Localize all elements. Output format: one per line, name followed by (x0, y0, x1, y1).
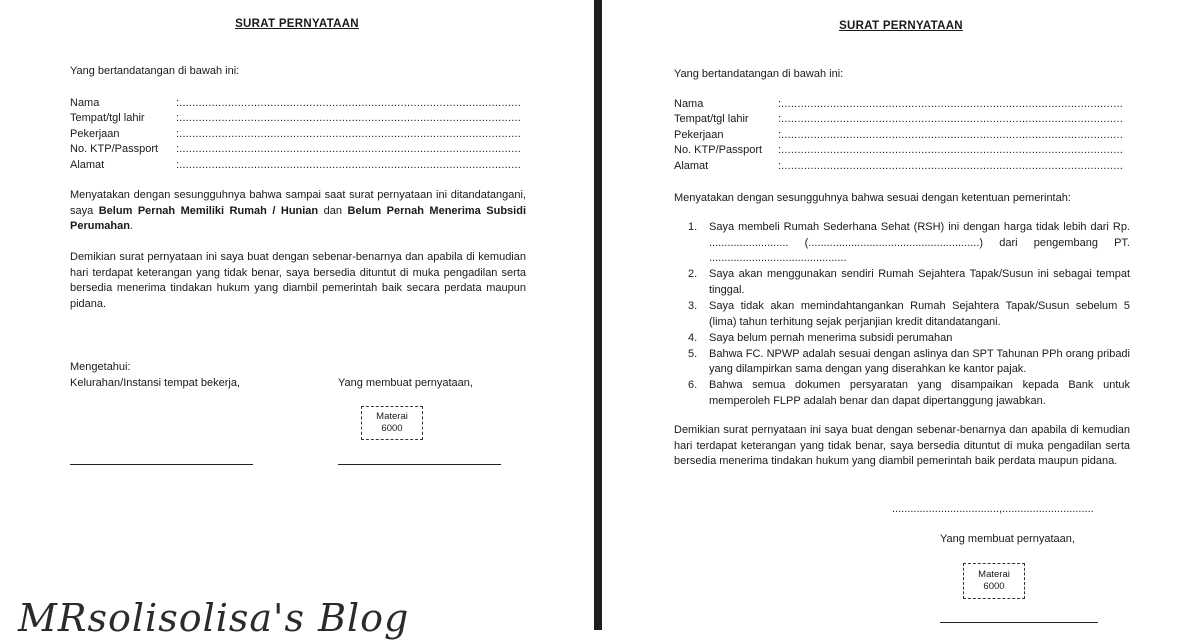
field-label: Tempat/tgl lahir (674, 113, 749, 126)
list-item (674, 378, 1130, 409)
kelurahan-label: Kelurahan/Instansi tempat bekerja, (70, 377, 240, 389)
list-item-text: Bahwa FC. NPWP adalah sesuai dengan aslinya dan SPT Tahunan PPh orang pribadi yang dilampirkan sama dengan yang diserahkan ke kantor pajak. (709, 347, 1130, 376)
field-blank: : ..... (778, 128, 1122, 143)
identity-fields (674, 97, 1134, 174)
field-blank: : ..... (176, 111, 521, 126)
statement-bold-1: Belum Pernah Memiliki Rumah / Hunian (98, 204, 319, 217)
statement-text: Menyatakan dengan sesungguhnya bahwa sampai saat surat pernyataan ini ditandatangani, saya (70, 189, 526, 217)
field-row (674, 97, 1134, 112)
place-date-blank: ...................................,.............................. (892, 503, 1094, 515)
list-item-number: 3. (688, 299, 698, 312)
field-blank: : ..... (778, 112, 1122, 127)
field-blank: : ..... (176, 158, 521, 173)
materai-stamp-box (963, 563, 1025, 599)
statement-list (674, 220, 1130, 410)
blog-watermark: MRsolisolisa's Blog (18, 596, 410, 640)
list-item-text: Bahwa semua dokumen persyaratan yang disampaikan kepada Bank untuk memperoleh FLPP adalah benar dan dapat dipertanggung jawabkan. (709, 379, 1130, 408)
field-label: No. KTP/Passport (674, 144, 763, 157)
list-item-text: Saya belum pernah menerima subsidi perumahan (709, 331, 953, 344)
list-item-number: 1. (688, 221, 698, 233)
statement-bold-2: Belum Pernah Menerima Subsidi Perumahan (70, 204, 526, 233)
field-blank: : ..... (778, 143, 1122, 158)
field-label: Alamat (70, 158, 105, 171)
document-title: SURAT PERNYATAAN (235, 18, 359, 30)
identity-fields (70, 96, 530, 173)
signature-line-signer (940, 622, 1098, 623)
list-item-number: 2. (688, 268, 698, 281)
signature-line-kelurahan (70, 464, 253, 465)
field-row (674, 128, 1134, 143)
list-item-text: Saya membeli Rumah Sederhana Sehat (RSH) ini dengan harga tidak lebih dari Rp. .......................... (........................................................) dari pengembang PT. ............................................. (709, 221, 1130, 265)
statement-text: Menyatakan dengan sesungguhnya bahwa sesuai dengan ketentuan pemerintah: (674, 192, 1071, 204)
materai-stamp-box (361, 406, 423, 440)
field-label: No. KTP/Passport (70, 143, 159, 156)
list-item (674, 299, 1130, 330)
materai-value: 6000 (983, 581, 1005, 592)
field-label: Tempat/tgl lahir (70, 112, 145, 125)
statement-text: dan (318, 204, 348, 217)
field-row (674, 143, 1134, 158)
signature-line-signer (338, 464, 501, 465)
field-label: Pekerjaan (70, 127, 120, 140)
field-label: Nama (674, 98, 704, 110)
field-blank: : ..... (176, 127, 521, 142)
field-row (70, 127, 530, 142)
field-row (674, 112, 1134, 127)
statement-text: . (129, 220, 133, 233)
list-item-text: Saya tidak akan memindahtangankan Rumah Sejahtera Tapak/Susun sebelum 5 (lima) tahun terhitung sejak perjanjian kredit ditandatangani. (709, 299, 1130, 328)
document-left (0, 0, 594, 630)
field-blank: : ..... (778, 97, 1122, 112)
field-row (70, 142, 530, 157)
field-label: Nama (70, 97, 100, 109)
intro-text: Yang bertandatangan di bawah ini: (70, 65, 240, 77)
list-item (674, 347, 1130, 378)
list-item-text: Saya akan menggunakan sendiri Rumah Sejahtera Tapak/Susun ini sebagai tempat tinggal. (709, 268, 1130, 296)
list-item (674, 220, 1130, 267)
field-row (674, 159, 1134, 174)
field-label: Alamat (674, 159, 709, 172)
list-item-number: 5. (688, 347, 698, 360)
list-item-number: 6. (688, 379, 698, 392)
document-title: SURAT PERNYATAAN (839, 20, 963, 32)
page-divider (594, 0, 602, 630)
field-row (70, 158, 530, 173)
materai-label: Materai (978, 569, 1010, 580)
mengetahui-label: Mengetahui: (70, 361, 131, 373)
document-right (602, 0, 1200, 630)
materai-label: Materai (376, 411, 408, 422)
closing-paragraph: Demikian surat pernyataan ini saya buat dengan sebenar-benarnya dan apabila di kemudian hari terdapat keterangan yang tidak benar, saya bersedia dituntut di muka pengadilan serta bersedia menerima tindakan hukum yang diambil pemerintah baik perdata maupun pidana. (674, 424, 1130, 468)
list-item (674, 331, 1130, 347)
field-blank: : ..... (176, 96, 521, 111)
statement-paragraph (70, 188, 526, 235)
field-row (70, 96, 530, 111)
field-row (70, 111, 530, 126)
signer-label: Yang membuat pernyataan, (940, 533, 1075, 545)
list-item-number: 4. (688, 331, 698, 344)
field-blank: : ..... (176, 142, 521, 157)
field-blank: : ..... (778, 159, 1122, 174)
field-label: Pekerjaan (674, 128, 724, 141)
closing-paragraph: Demikian surat pernyataan ini saya buat dengan sebenar-benarnya dan apabila di kemudian hari terdapat keterangan yang tidak benar, saya bersedia dituntut di muka pengadilan serta bersedia menerima tindakan hukum yang diambil pemerintah baik secara perdata maupun pidana. (70, 251, 526, 310)
intro-text: Yang bertandatangan di bawah ini: (674, 68, 844, 80)
list-item (674, 267, 1130, 298)
signer-label: Yang membuat pernyataan, (338, 377, 473, 389)
materai-value: 6000 (381, 423, 403, 434)
